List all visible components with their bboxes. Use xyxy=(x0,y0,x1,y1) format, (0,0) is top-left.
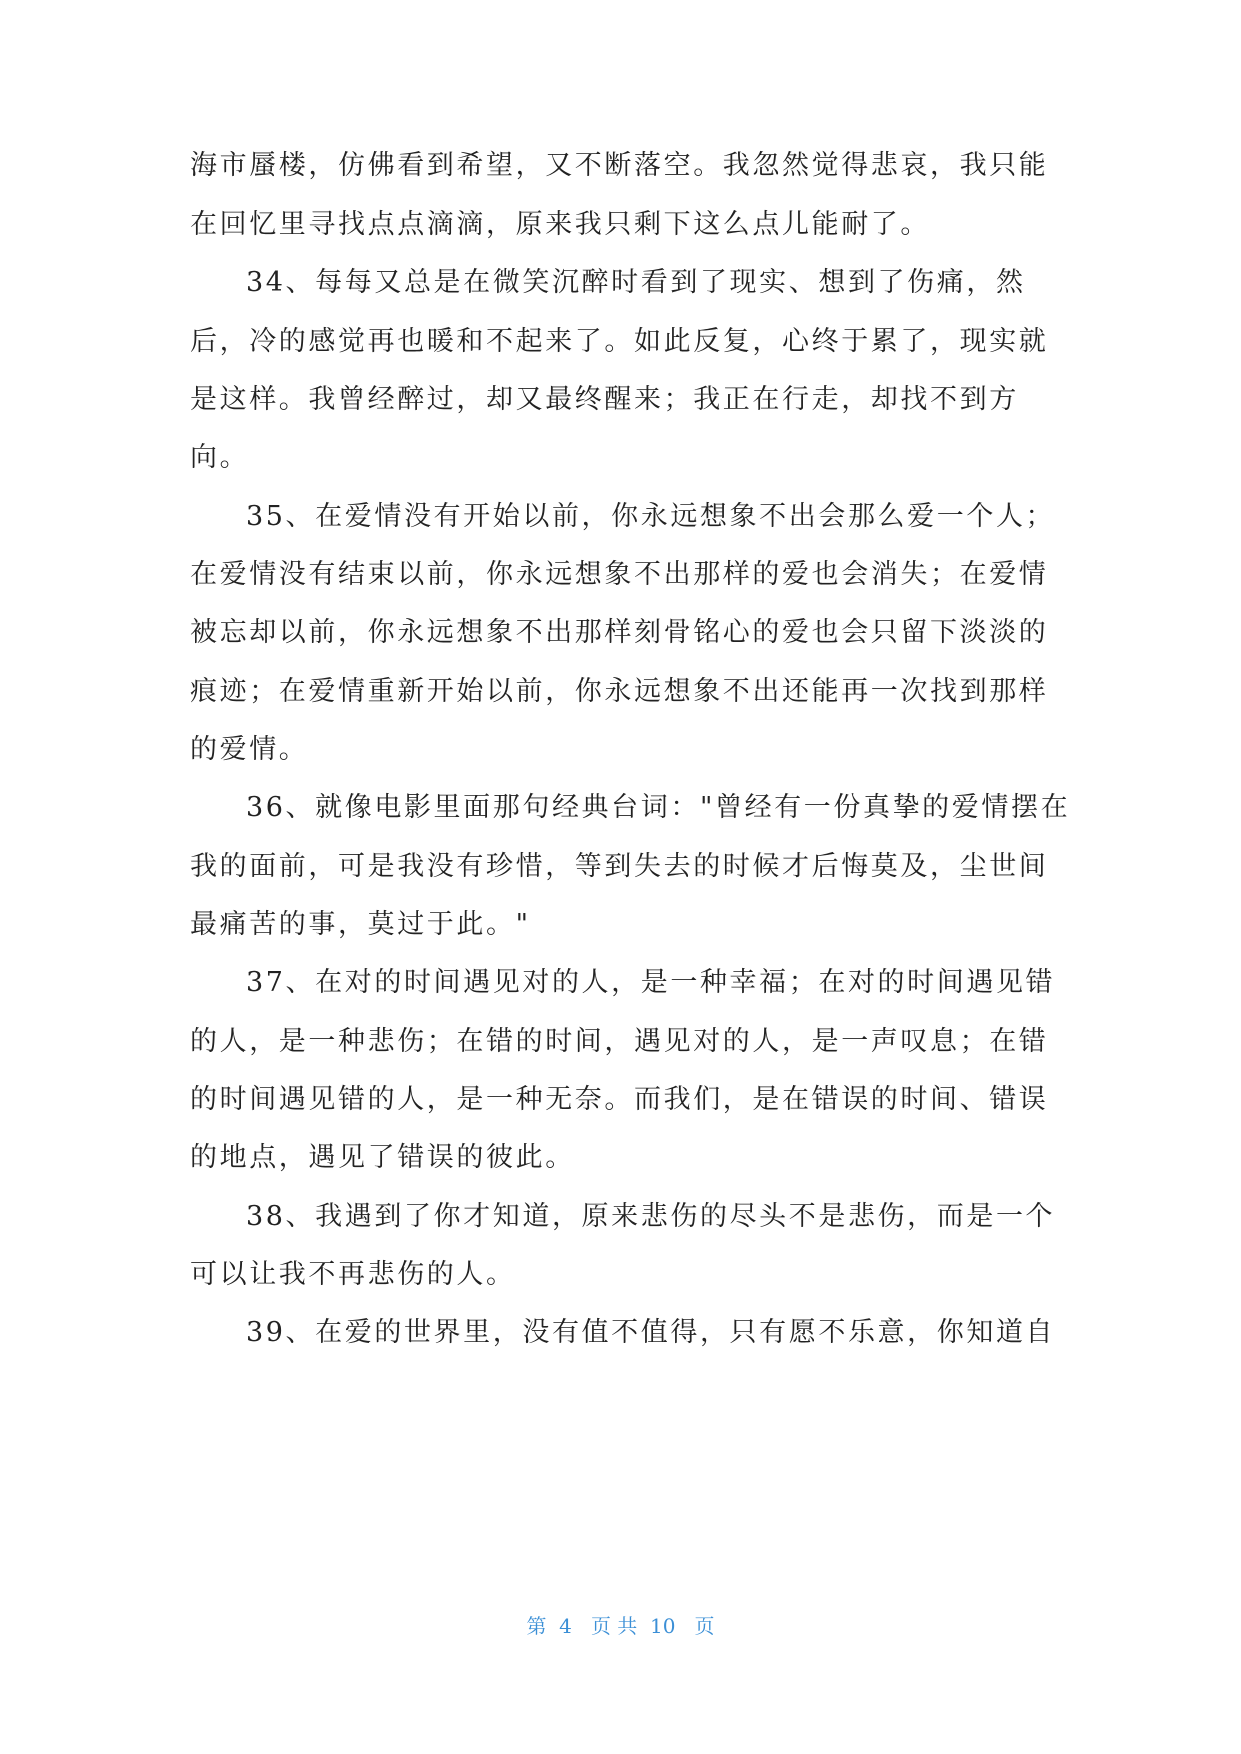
text-line: 在爱情没有结束以前，你永远想象不出那样的爱也会消失；在爱情 xyxy=(190,559,1049,590)
paragraph-38-start: 38、我遇到了你才知道，原来悲伤的尽头不是悲伤，而是一个 xyxy=(246,1201,1056,1232)
text-line: 可以让我不再悲伤的人。 xyxy=(190,1259,516,1290)
paragraph-39-start: 39、在爱的世界里，没有值不值得，只有愿不乐意，你知道自 xyxy=(246,1317,1056,1348)
paragraph-36-start: 36、就像电影里面那句经典台词："曾经有一份真挚的爱情摆在 xyxy=(246,792,1071,823)
text-line: 海市蜃楼，仿佛看到希望，又不断落空。我忽然觉得悲哀，我只能 xyxy=(190,150,1049,181)
text-line: 后，冷的感觉再也暖和不起来了。如此反复，心终于累了，现实就 xyxy=(190,326,1049,357)
text-line: 的时间遇见错的人，是一种无奈。而我们，是在错误的时间、错误 xyxy=(190,1084,1049,1115)
text-line: 向。 xyxy=(190,442,250,473)
text-line: 的爱情。 xyxy=(190,734,309,765)
text-line: 我的面前，可是我没有珍惜，等到失去的时候才后悔莫及，尘世间 xyxy=(190,851,1049,882)
paragraph-34-start: 34、每每又总是在微笑沉醉时看到了现实、想到了伤痛，然 xyxy=(246,267,1026,298)
page-number-footer: 第 4 页 共 10 页 xyxy=(526,1614,715,1638)
paragraph-35-start: 35、在爱情没有开始以前，你永远想象不出会那么爱一个人； xyxy=(246,501,1056,532)
text-line: 最痛苦的事，莫过于此。" xyxy=(190,909,531,940)
text-line: 被忘却以前，你永远想象不出那样刻骨铭心的爱也会只留下淡淡的 xyxy=(190,617,1049,648)
text-line: 的地点，遇见了错误的彼此。 xyxy=(190,1142,575,1173)
text-line: 是这样。我曾经醉过，却又最终醒来；我正在行走，却找不到方 xyxy=(190,384,1019,415)
text-line: 的人，是一种悲伤；在错的时间，遇见对的人，是一声叹息；在错 xyxy=(190,1026,1049,1057)
paragraph-37-start: 37、在对的时间遇见对的人，是一种幸福；在对的时间遇见错 xyxy=(246,967,1056,998)
text-line: 痕迹；在爱情重新开始以前，你永远想象不出还能再一次找到那样 xyxy=(190,676,1049,707)
text-line: 在回忆里寻找点点滴滴，原来我只剩下这么点儿能耐了。 xyxy=(190,209,930,240)
